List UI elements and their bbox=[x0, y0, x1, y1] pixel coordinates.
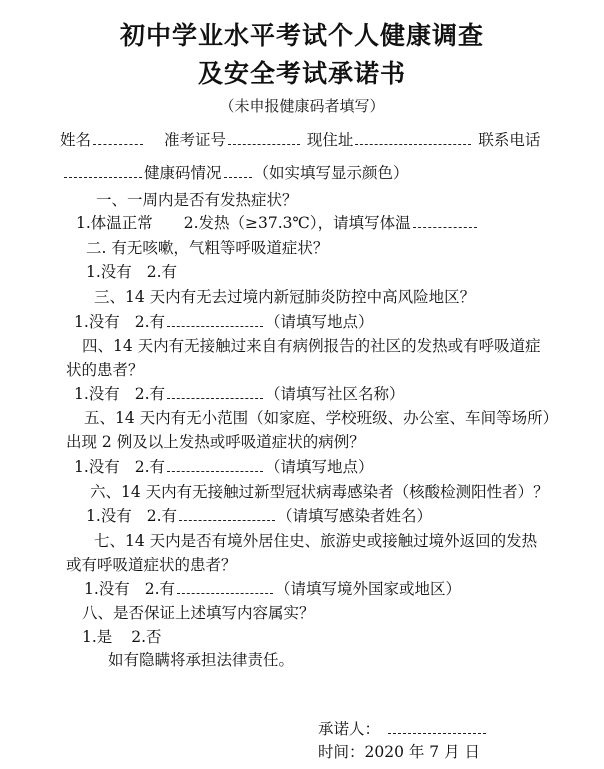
question-5-location-field[interactable] bbox=[167, 459, 263, 472]
temperature-field[interactable] bbox=[413, 215, 477, 228]
address-label: 现住址 bbox=[306, 131, 354, 149]
health-code-note: （如实填写显示颜色） bbox=[253, 164, 409, 182]
question-4-option-2[interactable]: 2.有 bbox=[134, 385, 166, 403]
question-7-note: （请填写境外国家或地区） bbox=[275, 580, 462, 598]
question-8-option-2[interactable]: 2.否 bbox=[131, 628, 162, 646]
question-3-note: （请填写地点） bbox=[265, 313, 374, 331]
question-6-options bbox=[86, 506, 432, 526]
question-6-option-1[interactable]: 1.没有 bbox=[86, 507, 132, 525]
question-4-community-field[interactable] bbox=[167, 386, 263, 399]
question-6-name-field[interactable] bbox=[179, 508, 275, 521]
question-7-line-2: 或有呼吸道症状的患者？ bbox=[66, 556, 237, 574]
question-3-option-1[interactable]: 1.没有 bbox=[74, 313, 120, 331]
question-6-note: （请填写感染者姓名） bbox=[277, 507, 433, 525]
signature-row bbox=[318, 719, 488, 739]
question-7-option-2[interactable]: 2.有 bbox=[144, 580, 176, 598]
signature-date: 时间：2020 年 7 月 日 bbox=[318, 743, 481, 761]
exam-number-label: 准考证号 bbox=[163, 131, 226, 149]
question-2-option-1[interactable]: 1.没有 bbox=[86, 263, 132, 281]
question-5-option-2[interactable]: 2.有 bbox=[134, 458, 166, 476]
question-5-options bbox=[74, 457, 374, 477]
question-1-options bbox=[76, 213, 479, 233]
question-3: 三、14 天内有无去过境内新冠肺炎防控中高风险地区？ bbox=[94, 288, 476, 306]
question-8-options bbox=[82, 627, 162, 647]
question-1-option-1[interactable]: 1.体温正常 bbox=[76, 214, 153, 232]
question-5-line-2: 出现 2 例及以上发热或呼吸道症状的病例？ bbox=[66, 433, 365, 451]
signatory-label: 承诺人： bbox=[318, 720, 381, 738]
question-8-option-1[interactable]: 1.是 bbox=[82, 628, 113, 646]
document-title-line2: 及安全考试承诺书 bbox=[197, 59, 406, 88]
name-field[interactable] bbox=[93, 132, 143, 145]
question-6: 六、14 天内有无接触过新型冠状病毒感染者（核酸检测阳性者）？ bbox=[90, 483, 549, 501]
question-4-line-2: 状的患者？ bbox=[66, 361, 144, 379]
phone-field[interactable] bbox=[64, 165, 142, 178]
question-8: 八、是否保证上述填写内容属实？ bbox=[82, 604, 315, 622]
document-title-line1: 初中学业水平考试个人健康调查 bbox=[119, 21, 484, 50]
name-label: 姓名 bbox=[60, 131, 92, 149]
health-code-label: 健康码情况 bbox=[144, 164, 222, 182]
address-field[interactable] bbox=[355, 132, 471, 145]
question-5-option-1[interactable]: 1.没有 bbox=[74, 458, 120, 476]
question-4-line-1: 四、14 天内有无接触过来自有病例报告的社区的发热或有呼吸道症 bbox=[82, 337, 541, 355]
question-7-line-1: 七、14 天内是否有境外居住史、旅游史或接触过境外返回的发热 bbox=[94, 532, 538, 550]
question-7-option-1[interactable]: 1.没有 bbox=[84, 580, 130, 598]
signatory-field[interactable] bbox=[388, 721, 486, 734]
question-7-options bbox=[84, 579, 461, 599]
question-3-options bbox=[74, 312, 374, 332]
question-2-options bbox=[86, 262, 177, 282]
question-4-note: （请填写社区名称） bbox=[265, 385, 405, 403]
health-code-field[interactable] bbox=[224, 165, 252, 178]
question-7-country-field[interactable] bbox=[177, 581, 273, 594]
question-4-options bbox=[74, 384, 405, 404]
document-subtitle: （未申报健康码者填写） bbox=[219, 97, 385, 115]
question-1-option-2[interactable]: 2.发热（≥37.3℃），请填写体温 bbox=[183, 214, 411, 232]
question-3-option-2[interactable]: 2.有 bbox=[134, 313, 166, 331]
question-6-option-2[interactable]: 2.有 bbox=[146, 507, 178, 525]
personal-info-row bbox=[60, 130, 540, 150]
question-5-note: （请填写地点） bbox=[265, 458, 374, 476]
exam-number-field[interactable] bbox=[228, 132, 300, 145]
question-5-line-1: 五、14 天内有无小范围（如家庭、学校班级、办公室、车间等场所） bbox=[84, 409, 559, 427]
question-1: 一、一周内是否有发热症状？ bbox=[96, 191, 298, 209]
question-4-option-1[interactable]: 1.没有 bbox=[74, 385, 120, 403]
phone-label: 联系电话 bbox=[478, 131, 541, 149]
health-code-row bbox=[62, 163, 409, 183]
legal-warning: 如有隐瞒将承担法律责任。 bbox=[108, 651, 295, 669]
question-3-location-field[interactable] bbox=[167, 314, 263, 327]
question-2: 二. 有无咳嗽，气粗等呼吸道症状？ bbox=[86, 239, 329, 257]
question-2-option-2[interactable]: 2.有 bbox=[146, 263, 178, 281]
